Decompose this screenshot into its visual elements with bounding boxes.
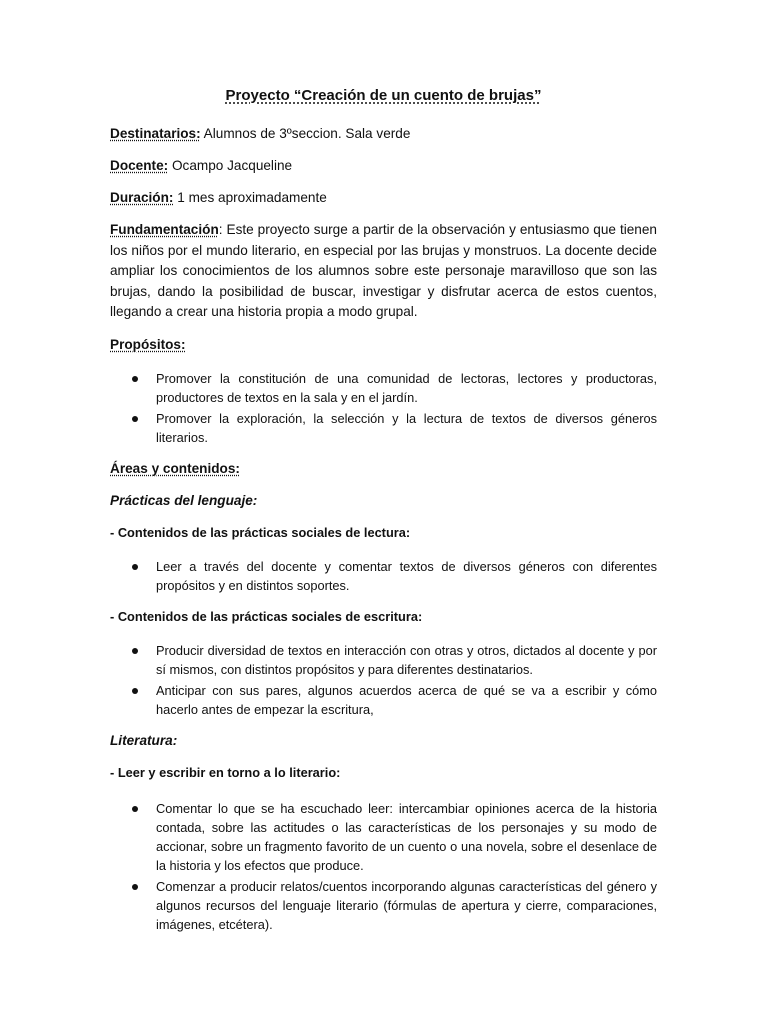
- list-item: [110, 369, 657, 407]
- fundamentacion-label: Fundamentación: [110, 222, 219, 237]
- docente-label: Docente:: [110, 158, 169, 173]
- list-item: [110, 681, 657, 719]
- list-item-text: Promover la exploración, la selección y la lectura de textos de diversos géneros literarios.: [156, 410, 657, 445]
- bullet-icon: [132, 884, 138, 890]
- list-item-text: Leer a través del docente y comentar textos de diversos géneros con diferentes propósitos y en distintos soportes.: [156, 558, 657, 593]
- practicas-heading: Prácticas del lenguaje:: [110, 492, 258, 508]
- duracion-line: [110, 188, 657, 208]
- duracion-label: Duración:: [110, 190, 174, 205]
- document-title: Proyecto “Creación de un cuento de brujas”: [225, 87, 542, 104]
- list-item: [110, 641, 657, 679]
- list-item: [110, 799, 657, 875]
- literario-list: [110, 799, 657, 934]
- list-item-text: Producir diversidad de textos en interacción con otras y otros, dictados al docente y por sí mismos, con distintos propósitos y para diferentes destinatarios.: [156, 642, 657, 677]
- duracion-value: 1 mes aproximadamente: [173, 190, 327, 205]
- list-item-text: Comentar lo que se ha escuchado leer: intercambiar opiniones acerca de la historia contada, sobre las actitudes o las características de los personajes y su modo de accionar, sobre un fragmento favorito de un cuento o una novela, sobre el desenlace de la historia y los efectos que produce.: [156, 800, 657, 873]
- bullet-icon: [132, 806, 138, 812]
- destinatarios-label: Destinatarios:: [110, 126, 201, 141]
- destinatarios-line: [110, 124, 657, 144]
- list-item-text: Anticipar con sus pares, algunos acuerdos acerca de qué se va a escribir y cómo hacerlo antes de empezar la escritura,: [156, 682, 657, 717]
- destinatarios-value: Alumnos de 3ºseccion. Sala verde: [200, 126, 411, 141]
- bullet-icon: [132, 564, 138, 570]
- list-item: [110, 409, 657, 447]
- list-item-text: Comenzar a producir relatos/cuentos incorporando algunas características del género y algunos recursos del lenguaje literario (fórmulas de apertura y cierre, comparaciones, imágenes, etcétera).: [156, 878, 657, 932]
- docente-value: Ocampo Jacqueline: [168, 158, 293, 173]
- bullet-icon: [132, 648, 138, 654]
- literario-heading: - Leer y escribir en torno a lo literario:: [110, 764, 341, 780]
- lectura-heading: - Contenidos de las prácticas sociales de lectura:: [110, 524, 411, 540]
- propositos-list: [110, 369, 657, 447]
- lectura-list: [110, 557, 657, 595]
- list-item: [110, 557, 657, 595]
- bullet-icon: [132, 376, 138, 382]
- fundamentacion-text: : Este proyecto surge a partir de la observación y entusiasmo que tienen los niños por el mundo literario, en especial por las brujas y monstruos. La docente decide ampliar los conocimientos de los alumnos sobre este personaje maravilloso que son las brujas, dando la posibilidad de buscar, investigar y disfrutar acerca de estos cuentos, llegando a crear una historia propia a modo grupal.: [110, 222, 657, 319]
- bullet-icon: [132, 688, 138, 694]
- literatura-heading: Literatura:: [110, 732, 178, 748]
- escritura-list: [110, 641, 657, 719]
- list-item: [110, 877, 657, 934]
- docente-line: [110, 156, 657, 176]
- bullet-icon: [132, 416, 138, 422]
- propositos-heading: Propósitos:: [110, 336, 186, 352]
- areas-heading: Áreas y contenidos:: [110, 460, 240, 476]
- fundamentacion-paragraph: [110, 220, 657, 323]
- document-page: [110, 86, 657, 946]
- escritura-heading: - Contenidos de las prácticas sociales de escritura:: [110, 608, 423, 624]
- list-item-text: Promover la constitución de una comunidad de lectoras, lectores y productoras, productores de textos en la sala y en el jardín.: [156, 370, 657, 405]
